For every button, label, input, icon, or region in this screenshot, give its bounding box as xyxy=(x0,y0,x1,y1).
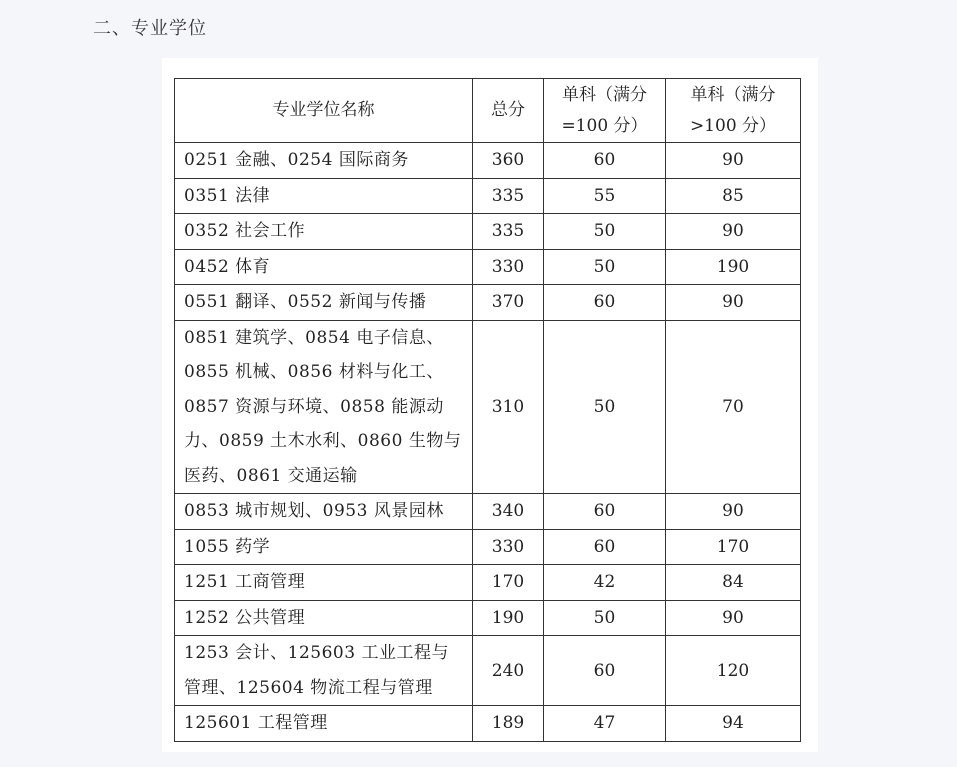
cell-degree-name xyxy=(175,706,473,742)
cell-total-score: 335 xyxy=(473,178,544,214)
score-table xyxy=(174,78,801,742)
cell-total-score: 330 xyxy=(473,249,544,285)
table-row xyxy=(175,636,801,706)
cell-total-score: 335 xyxy=(473,214,544,250)
cell-single-100-score: 60 xyxy=(544,143,666,179)
degree-name-line: 1055 药学 xyxy=(184,536,271,557)
degree-name-line: 0452 体育 xyxy=(184,256,271,277)
degree-name-line: 医药、0861 交通运输 xyxy=(184,465,358,486)
cell-single-100-score: 50 xyxy=(544,600,666,636)
cell-single-over-100-score: 90 xyxy=(666,143,801,179)
cell-total-score: 189 xyxy=(473,706,544,742)
cell-degree-name xyxy=(175,285,473,321)
header-total: 总分 xyxy=(473,79,544,143)
degree-name-line: 0352 社会工作 xyxy=(184,221,306,241)
cell-single-over-100-score: 90 xyxy=(666,214,801,250)
table-body xyxy=(175,143,801,742)
cell-total-score: 340 xyxy=(473,494,544,530)
cell-single-over-100-score: 70 xyxy=(666,320,801,494)
cell-total-score: 330 xyxy=(473,529,544,565)
header-name: 专业学位名称 xyxy=(175,79,473,143)
degree-name-line: 1252 公共管理 xyxy=(184,607,306,628)
table-row xyxy=(175,214,801,250)
degree-name-line: 0351 法律 xyxy=(184,185,271,206)
cell-single-100-score: 47 xyxy=(544,706,666,742)
cell-total-score: 170 xyxy=(473,565,544,601)
cell-single-over-100-score: 84 xyxy=(666,565,801,601)
cell-degree-name xyxy=(175,529,473,565)
degree-name-line: 0251 金融、0254 国际商务 xyxy=(184,150,409,170)
cell-total-score: 360 xyxy=(473,143,544,179)
degree-name-line: 125601 工程管理 xyxy=(184,713,328,733)
table-row xyxy=(175,249,801,285)
cell-degree-name xyxy=(175,565,473,601)
cell-single-100-score: 60 xyxy=(544,285,666,321)
cell-single-over-100-score: 94 xyxy=(666,706,801,742)
header-single-100-line-2: =100 分） xyxy=(561,115,648,136)
cell-degree-name xyxy=(175,249,473,285)
table-card xyxy=(162,58,818,752)
degree-name-line: 0855 机械、0856 材料与化工、 xyxy=(184,362,444,382)
cell-total-score: 310 xyxy=(473,320,544,494)
cell-total-score: 370 xyxy=(473,285,544,321)
degree-name-line: 0857 资源与环境、0858 能源动 xyxy=(184,396,444,417)
header-single-over-100-line-2: >100 分） xyxy=(689,115,777,136)
table-row xyxy=(175,320,801,494)
cell-degree-name xyxy=(175,494,473,530)
cell-single-over-100-score: 90 xyxy=(666,600,801,636)
table-row xyxy=(175,494,801,530)
cell-degree-name xyxy=(175,320,473,494)
cell-single-100-score: 60 xyxy=(544,636,666,706)
cell-single-over-100-score: 90 xyxy=(666,285,801,321)
cell-degree-name xyxy=(175,143,473,179)
cell-single-100-score: 55 xyxy=(544,178,666,214)
cell-single-100-score: 60 xyxy=(544,494,666,530)
cell-total-score: 190 xyxy=(473,600,544,636)
cell-degree-name xyxy=(175,214,473,250)
table-row xyxy=(175,600,801,636)
cell-single-over-100-score: 85 xyxy=(666,178,801,214)
table-row xyxy=(175,706,801,742)
cell-degree-name xyxy=(175,636,473,706)
degree-name-line: 0853 城市规划、0953 风景园林 xyxy=(184,501,444,521)
cell-single-100-score: 60 xyxy=(544,529,666,565)
table-row xyxy=(175,565,801,601)
degree-name-line: 管理、125604 物流工程与管理 xyxy=(184,677,433,698)
header-single-100-line-1: 单科（满分 xyxy=(562,84,647,105)
cell-single-100-score: 42 xyxy=(544,565,666,601)
table-row xyxy=(175,178,801,214)
degree-name-line: 力、0859 土木水利、0860 生物与 xyxy=(184,431,462,451)
header-single-100 xyxy=(544,79,666,143)
cell-single-100-score: 50 xyxy=(544,320,666,494)
cell-degree-name xyxy=(175,600,473,636)
cell-single-over-100-score: 170 xyxy=(666,529,801,565)
section-heading: 二、专业学位 xyxy=(93,18,207,39)
header-single-over-100-line-1: 单科（满分 xyxy=(690,84,776,105)
degree-name-line: 0851 建筑学、0854 电子信息、 xyxy=(184,327,444,348)
table-row xyxy=(175,143,801,179)
cell-total-score: 240 xyxy=(473,636,544,706)
header-single-over-100 xyxy=(666,79,801,143)
degree-name-line: 1253 会计、125603 工业工程与 xyxy=(184,643,449,663)
degree-name-line: 0551 翻译、0552 新闻与传播 xyxy=(184,292,427,312)
table-header-row xyxy=(175,79,801,143)
cell-single-100-score: 50 xyxy=(544,249,666,285)
cell-single-100-score: 50 xyxy=(544,214,666,250)
cell-degree-name xyxy=(175,178,473,214)
cell-single-over-100-score: 90 xyxy=(666,494,801,530)
degree-name-line: 1251 工商管理 xyxy=(184,572,306,592)
table-row xyxy=(175,529,801,565)
cell-single-over-100-score: 190 xyxy=(666,249,801,285)
cell-single-over-100-score: 120 xyxy=(666,636,801,706)
table-row xyxy=(175,285,801,321)
